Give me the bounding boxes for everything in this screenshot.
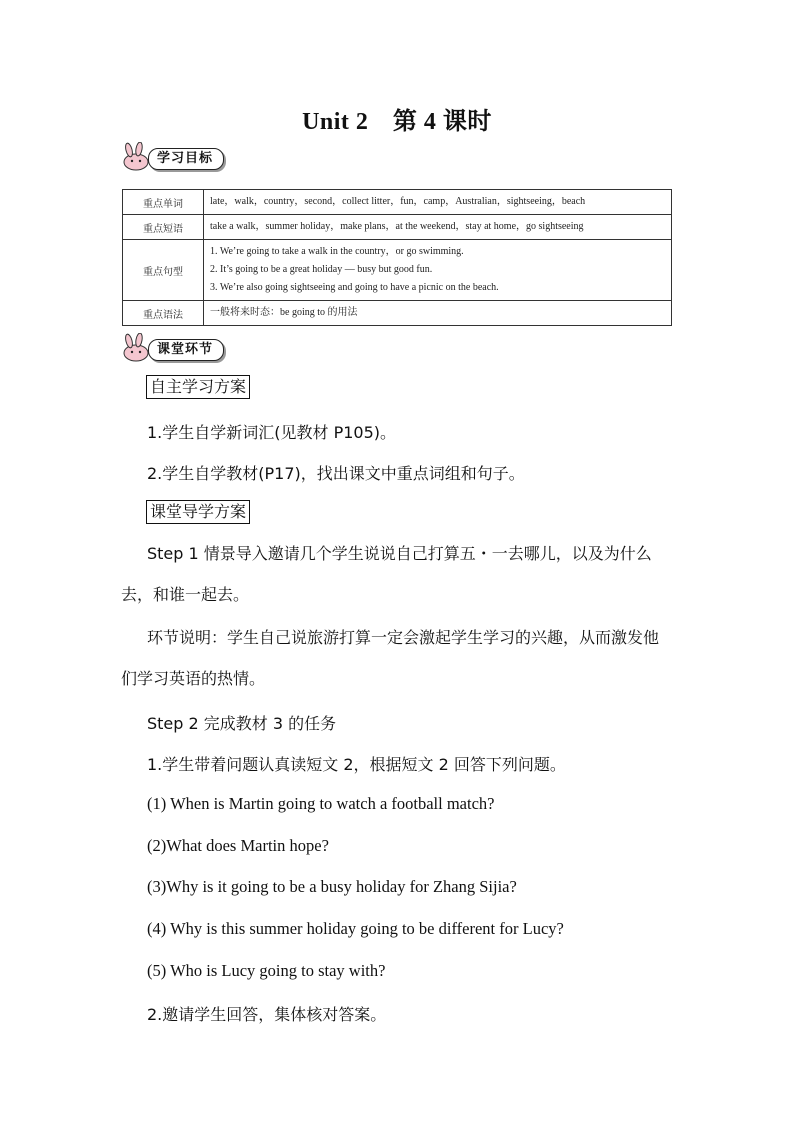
step2-item1: 1.学生带着问题认真读短文 2，根据短文 2 回答下列问题。 [147,755,566,774]
classroom-banner [118,333,248,363]
row-key: 重点语法 [123,301,204,326]
row-value: late，walk，country，second，collect litter，fun，camp，Australian，sightseeing，beach [204,190,672,215]
table-row [123,301,672,326]
question-item: (5) Who is Lucy going to stay with? [147,961,386,980]
step1-text: Step 1 情景导入邀请几个学生说说自己打算五・一去哪儿，以及为什么去，和谁一起去。 [121,544,652,604]
page-title: Unit 2 第 4 课时 [302,109,492,135]
table-row [123,215,672,240]
question-item: (2)What does Martin hope? [147,836,329,855]
row-key: 重点句型 [123,240,204,301]
guided-label: 课堂导学方案 [146,500,250,524]
step1-note: 环节说明：学生自己说旅游打算一定会激起学生学习的兴趣，从而激发他们学习英语的热情。 [121,628,660,688]
question-item: (3)Why is it going to be a busy holiday for Zhang Sijia? [147,877,517,896]
self-study-item: 1.学生自学新词汇(见教材 P105)。 [147,423,397,442]
step2-heading: Step 2 完成教材 3 的任务 [147,714,337,733]
classroom-label: 课堂环节 [148,339,224,361]
table-row [123,190,672,215]
key-points-table [122,189,672,326]
row-key: 重点单词 [123,190,204,215]
row-value [204,240,672,301]
sentence-line: 1. We’re going to take a walk in the country，or go swimming. [210,246,464,257]
table-row [123,240,672,301]
self-study-label: 自主学习方案 [146,375,250,399]
row-value: 一般将来时态：be going to 的用法 [204,301,672,326]
sentence-line: 3. We’re also going sightseeing and going to have a picnic on the beach. [210,282,499,293]
question-item: (1) When is Martin going to watch a football match? [147,794,495,813]
row-value: take a walk，summer holiday，make plans，at the weekend，stay at home，go sightseeing [204,215,672,240]
objectives-label: 学习目标 [148,148,224,170]
self-study-item: 2.学生自学教材(P17)，找出课文中重点词组和句子。 [147,464,525,483]
row-key: 重点短语 [123,215,204,240]
step2-item2: 2.邀请学生回答，集体核对答案。 [147,1005,387,1024]
objectives-banner [118,142,248,172]
question-item: (4) Why is this summer holiday going to be different for Lucy? [147,919,564,938]
sentence-line: 2. It’s going to be a great holiday — busy but good fun. [210,264,433,275]
